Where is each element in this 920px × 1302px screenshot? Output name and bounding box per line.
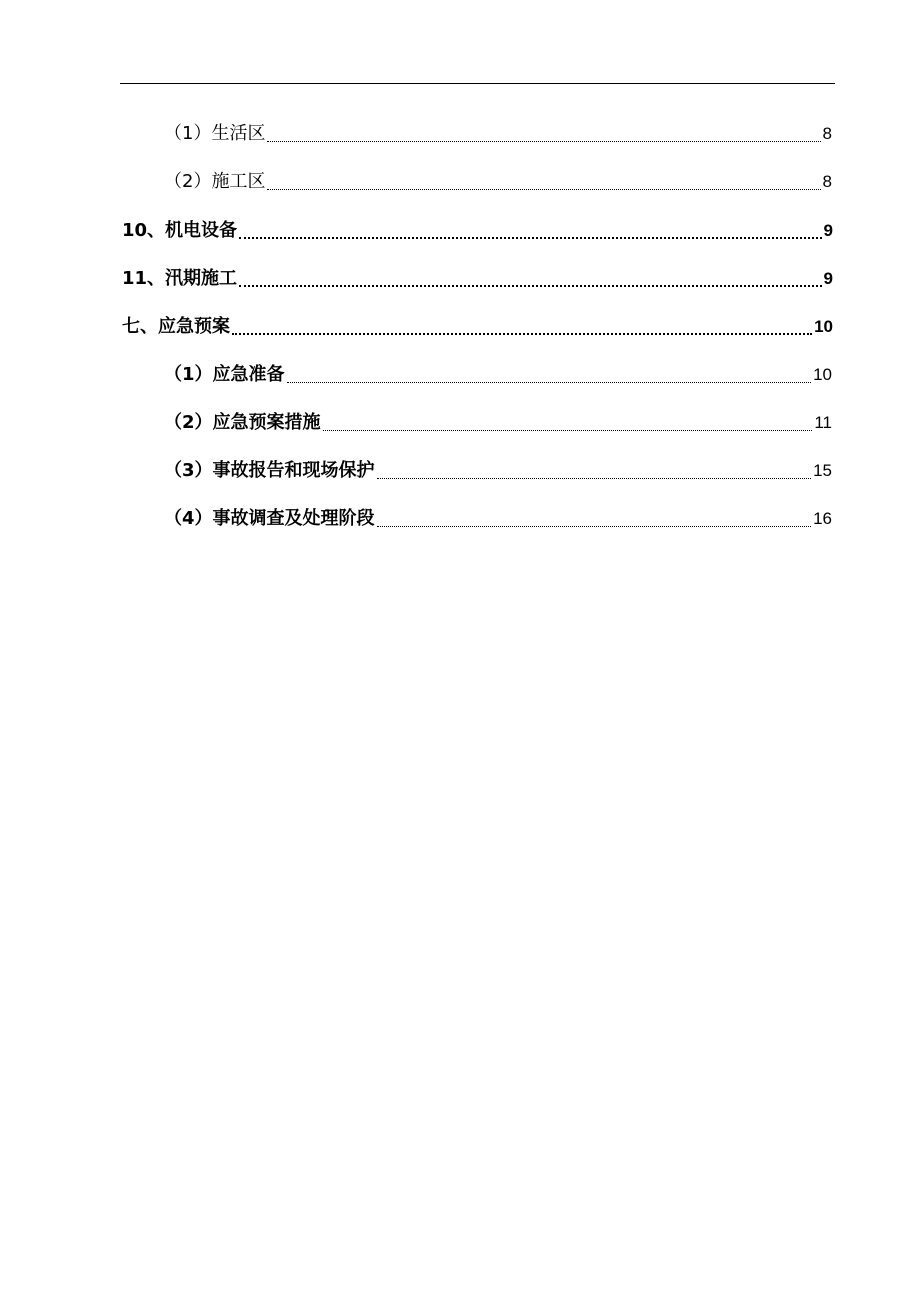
toc-page-number: 10 (813, 365, 832, 384)
toc-entry-accident-report-scene-protection[interactable] (164, 458, 832, 484)
toc-entry-emergency-plan[interactable] (122, 314, 833, 340)
toc-dot-leader (239, 237, 821, 239)
toc-page-number: 16 (813, 509, 832, 528)
toc-entry-label: （2）施工区 (164, 171, 266, 192)
toc-dot-leader (232, 333, 812, 335)
toc-page-number: 9 (823, 269, 833, 288)
toc-page-number: 15 (813, 461, 832, 480)
toc-entry-label: （1）生活区 (164, 123, 266, 144)
toc-page-number: 8 (822, 172, 832, 191)
toc-page-number: 9 (823, 221, 833, 240)
toc-entry-emergency-plan-measures[interactable] (164, 410, 832, 436)
toc-entry-label: （1）应急准备 (164, 364, 285, 385)
toc-entry-label: （4）事故调查及处理阶段 (164, 508, 375, 529)
toc-entry-accident-investigation-handling[interactable] (164, 506, 832, 532)
toc-page-number: 11 (814, 413, 832, 432)
toc-entry-label: 七、应急预案 (122, 316, 230, 337)
toc-entry-electromechanical-equipment[interactable] (122, 218, 833, 244)
toc-entry-label: （2）应急预案措施 (164, 412, 321, 433)
toc-entry-living-area[interactable] (164, 121, 832, 147)
toc-entry-label: （3）事故报告和现场保护 (164, 460, 375, 481)
toc-dot-leader (267, 189, 820, 190)
toc-entry-label: 10、机电设备 (122, 220, 238, 241)
toc-dot-leader (377, 526, 812, 527)
toc-dot-leader (323, 430, 813, 431)
toc-dot-leader (239, 285, 821, 287)
toc-dot-leader (377, 478, 812, 479)
toc-entry-label: 11、汛期施工 (122, 268, 238, 289)
toc-dot-leader (287, 382, 812, 383)
header-rule (120, 83, 835, 84)
toc-entry-construction-area[interactable] (164, 169, 832, 195)
toc-page-number: 8 (822, 124, 832, 143)
toc-dot-leader (267, 141, 820, 142)
toc-entry-flood-season-construction[interactable] (122, 266, 833, 292)
toc-page-number: 10 (814, 317, 833, 336)
toc-entry-emergency-preparation[interactable] (164, 362, 832, 388)
